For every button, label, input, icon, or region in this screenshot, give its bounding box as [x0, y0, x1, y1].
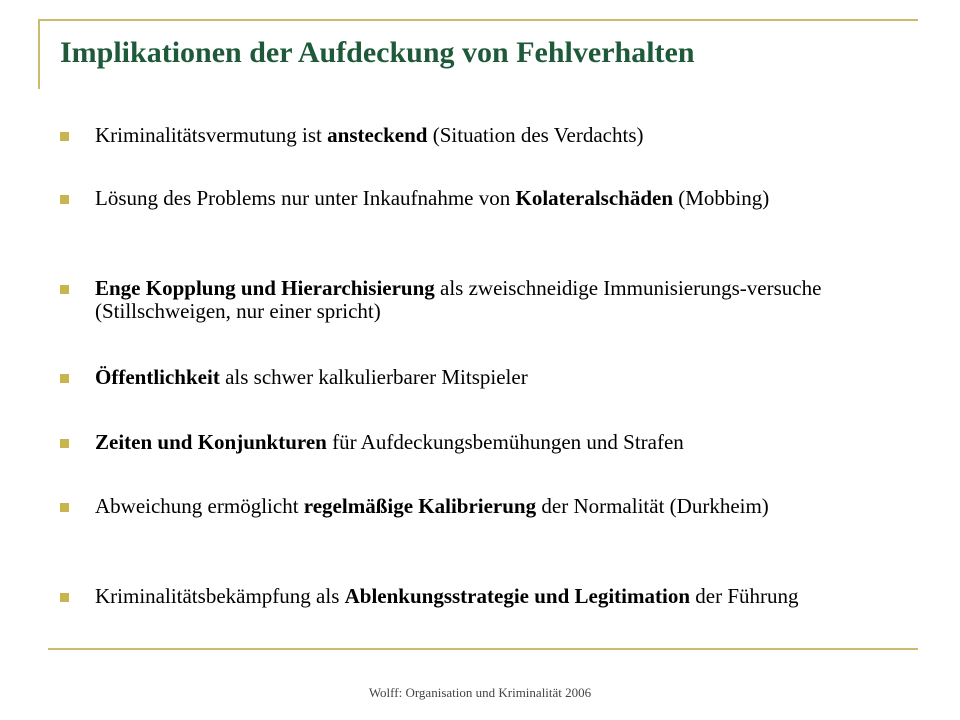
- square-bullet-icon: [60, 132, 69, 141]
- slide-footer: Wolff: Organisation und Kriminalität 2006: [368, 685, 592, 700]
- bullet-text-post: als zweischneidige Immunisierungs-versuche (Stillschweigen, nur einer spricht): [95, 276, 822, 323]
- bullet-item-2: [95, 187, 935, 210]
- square-bullet-icon: [60, 593, 69, 602]
- bullet-text-post: (Mobbing): [673, 186, 770, 210]
- bullet-text-pre: Abweichung ermöglicht: [95, 494, 304, 518]
- bullet-item-1: [95, 124, 935, 147]
- bullet-item-5: [95, 431, 935, 454]
- bullet-item-6: [95, 495, 935, 518]
- square-bullet-icon: [60, 285, 69, 294]
- bullet-text-bold: ansteckend: [327, 123, 428, 147]
- bullet-item-4: [95, 366, 935, 389]
- bullet-text-post: für Aufdeckungsbemühungen und Strafen: [326, 430, 684, 454]
- slide-title: Implikationen der Aufdeckung von Fehlverhalten: [60, 36, 695, 69]
- bullet-text-bold: Öffentlichkeit: [95, 365, 220, 389]
- square-bullet-icon: [60, 503, 69, 512]
- square-bullet-icon: [60, 439, 69, 448]
- bullet-text-post: der Führung: [690, 584, 799, 608]
- footer-divider: [48, 648, 918, 650]
- bullet-item-7: [95, 585, 935, 608]
- bullet-text-post: der Normalität (Durkheim): [536, 494, 769, 518]
- bullet-text-bold: Enge Kopplung und Hierarchisierung: [95, 276, 435, 300]
- bullet-text-bold: Ablenkungsstrategie und Legitimation: [344, 584, 690, 608]
- bullet-text-pre: Kriminalitätsvermutung ist: [95, 123, 328, 147]
- bullet-text-pre: Lösung des Problems nur unter Inkaufnahme von: [95, 186, 516, 210]
- bullet-item-3: [95, 277, 935, 323]
- bullet-text-bold: regelmäßige Kalibrierung: [303, 494, 537, 518]
- bullet-text-bold: Kolateralschäden: [515, 186, 674, 210]
- bullet-text-post: (Situation des Verdachts): [427, 123, 644, 147]
- square-bullet-icon: [60, 374, 69, 383]
- frame-top-line: [38, 19, 918, 21]
- bullet-text-bold: Zeiten und Konjunkturen: [95, 430, 327, 454]
- bullet-text-pre: Kriminalitätsbekämpfung als: [95, 584, 345, 608]
- bullet-text-post: als schwer kalkulierbarer Mitspieler: [219, 365, 528, 389]
- frame-left-line: [38, 19, 40, 89]
- square-bullet-icon: [60, 195, 69, 204]
